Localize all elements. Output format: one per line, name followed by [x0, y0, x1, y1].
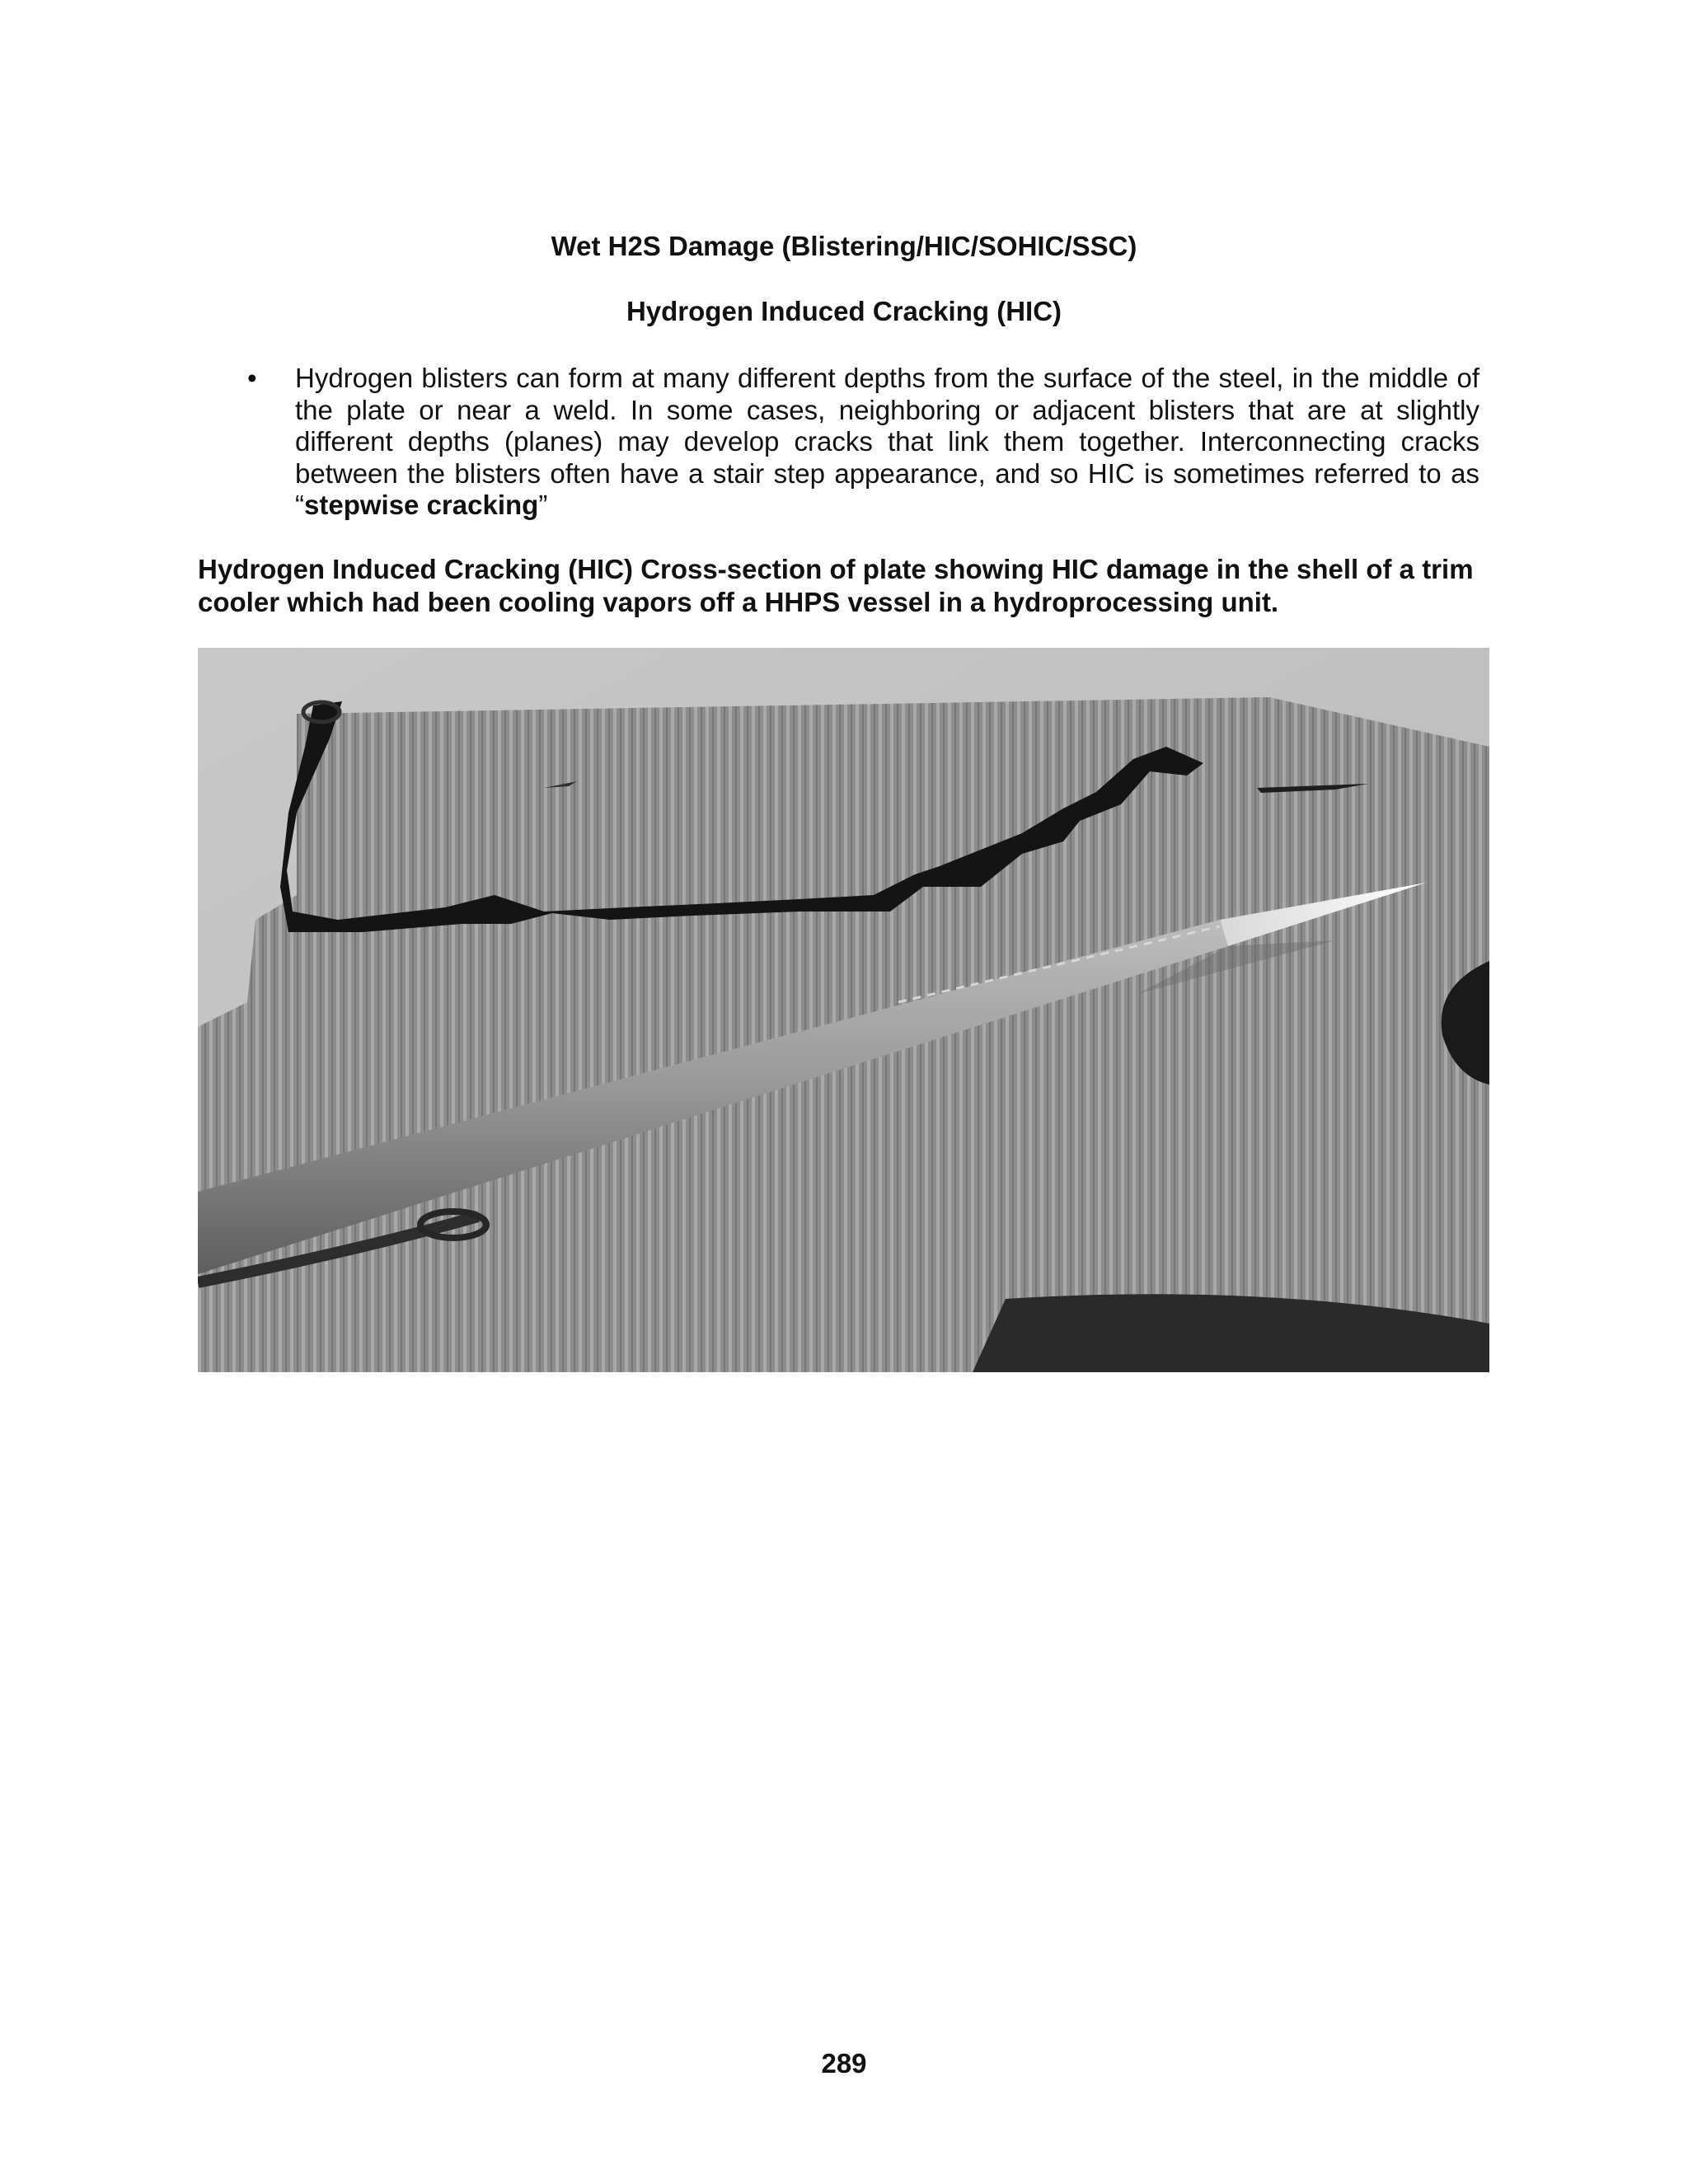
bullet-list-item — [247, 363, 1479, 522]
bullet-paragraph — [295, 363, 1479, 522]
page-number: 289 — [821, 2048, 867, 2079]
hic-cross-section-photo — [198, 648, 1489, 1372]
section-subtitle: Hydrogen Induced Cracking (HIC) — [626, 296, 1062, 326]
bullet-emphasis: stepwise cracking — [304, 490, 539, 520]
bullet-text-start: Hydrogen blisters can form at many different depths from the surface of the steel, in the middle of the plate or near a weld. In some cases, neighboring or adjacent blisters that are at slightly different depths (planes) may develop cracks that link them together. Interconnecting cracks between the blisters often have a stair step appearance, and so HIC is sometimes referred to as “ — [295, 363, 1479, 520]
page-title: Wet H2S Damage (Blistering/HIC/SOHIC/SSC) — [551, 231, 1137, 261]
bullet-text-end: ” — [538, 490, 548, 520]
bullet-marker: • — [247, 363, 257, 393]
figure-caption: Hydrogen Induced Cracking (HIC) Cross-section of plate showing HIC damage in the shell of a trim cooler which had been cooling vapors off a HHPS vessel in a hydroprocessing unit. — [198, 554, 1474, 617]
